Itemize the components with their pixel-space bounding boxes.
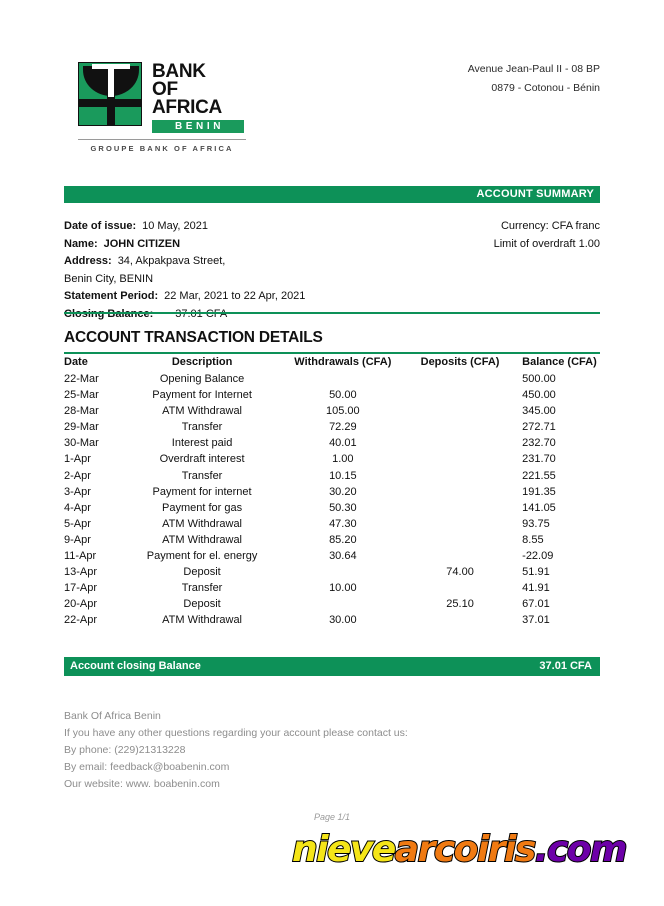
watermark: [292, 830, 626, 870]
summary-name-label: Name:: [64, 237, 98, 250]
cell-description: Payment for internet: [152, 485, 252, 498]
page-number: Page 1/1: [313, 812, 351, 822]
summary-statement-period: [64, 288, 404, 306]
page-header: [0, 0, 664, 170]
cell-date: 9-Apr: [64, 533, 91, 546]
cell-date: 20-Apr: [64, 598, 98, 611]
cell-balance: 232.70: [522, 437, 556, 450]
account-closing-balance-bar: [64, 657, 600, 676]
account-summary-bar: ACCOUNT SUMMARY: [64, 186, 600, 203]
cell-description: Overdraft interest: [159, 453, 245, 466]
transactions-table: [64, 355, 600, 629]
summary-statement-period-value: 22 Mar, 2021 to 22 Apr, 2021: [164, 290, 306, 302]
summary-left-column: [64, 218, 404, 323]
summary-address-label: Address:: [64, 255, 112, 267]
transactions-body: [64, 371, 600, 629]
table-row: [64, 419, 600, 435]
table-row: [64, 484, 600, 500]
cell-balance: 231.70: [522, 453, 556, 466]
watermark-part-1: nieve: [292, 829, 395, 870]
cell-date: 13-Apr: [64, 566, 98, 579]
cell-withdrawal: 50.30: [329, 501, 357, 514]
cell-date: 4-Apr: [64, 501, 91, 514]
cell-date: 28-Mar: [64, 405, 99, 418]
logo-t-top-shape: [92, 64, 130, 69]
cell-description: Payment for el. energy: [146, 550, 258, 563]
logo-stem-shape: [107, 93, 115, 126]
summary-date-of-issue: [64, 218, 404, 236]
cell-deposit: [406, 468, 514, 484]
cell-withdrawal: 10.00: [329, 582, 357, 595]
cell-description: Transfer: [181, 469, 223, 482]
summary-bottom-rule: [64, 312, 600, 314]
closing-balance-value: 37.01 CFA: [539, 660, 592, 672]
cell-date: 3-Apr: [64, 485, 91, 498]
cell-description: Deposit: [183, 598, 221, 611]
logo-t-stem-shape: [108, 67, 114, 97]
cell-withdrawal: 30.00: [329, 614, 357, 627]
column-header-balance: Balance (CFA): [522, 356, 597, 368]
cell-date: 5-Apr: [64, 517, 91, 530]
footer-contact-intro: If you have any other questions regarding your account please contact us:: [64, 727, 408, 739]
cell-date: 30-Mar: [64, 437, 99, 450]
cell-balance: 221.55: [522, 469, 556, 482]
table-row: [64, 387, 600, 403]
table-row: [64, 500, 600, 516]
cell-deposit: [406, 435, 514, 451]
summary-closing-balance: [64, 306, 404, 324]
cell-withdrawal: 85.20: [329, 533, 357, 546]
table-row: [64, 516, 600, 532]
cell-deposit: [406, 484, 514, 500]
cell-balance: -22.09: [522, 550, 554, 563]
cell-deposit: [406, 403, 514, 419]
logo-tagline: GROUPE BANK OF AFRICA: [90, 144, 234, 153]
cell-balance: 500.00: [522, 373, 556, 385]
table-row: [64, 548, 600, 564]
cell-date: 17-Apr: [64, 582, 98, 595]
logo-text-africa: AFRICA: [152, 97, 222, 118]
summary-address-value: 34, Akpakpava Street,: [117, 255, 226, 267]
transactions-section-title: ACCOUNT TRANSACTION DETAILS: [64, 329, 323, 346]
cell-deposit: [406, 580, 514, 596]
table-row: [64, 451, 600, 467]
logo-divider: [78, 139, 246, 140]
cell-balance: 41.91: [522, 582, 550, 595]
cell-balance: 141.05: [522, 501, 556, 514]
footer-phone: By phone: (229)21313228: [64, 744, 186, 756]
cell-description: Deposit: [183, 566, 221, 579]
cell-withdrawal: 1.00: [332, 453, 354, 466]
cell-description: ATM Withdrawal: [162, 614, 243, 627]
cell-balance: 272.71: [522, 421, 556, 434]
cell-withdrawal: 50.00: [329, 389, 357, 402]
cell-deposit: [406, 532, 514, 548]
cell-withdrawal: 10.15: [329, 469, 357, 482]
cell-balance: 67.01: [522, 598, 550, 611]
summary-right-column: [380, 218, 600, 253]
cell-description: Payment for gas: [162, 501, 243, 514]
cell-deposit: [406, 387, 514, 403]
summary-date-of-issue-value: 10 May, 2021: [142, 220, 208, 232]
cell-withdrawal: [280, 596, 406, 612]
cell-description: Opening Balance: [159, 373, 245, 385]
cell-description: ATM Withdrawal: [162, 517, 243, 530]
closing-balance-label: Account closing Balance: [70, 660, 201, 672]
bank-logo-wordmark: [152, 62, 244, 133]
cell-deposit: [406, 371, 514, 387]
cell-date: 29-Mar: [64, 421, 99, 434]
cell-withdrawal: [280, 371, 406, 387]
watermark-part-2: arcoiris: [394, 829, 535, 870]
cell-deposit: [406, 516, 514, 532]
table-header-row: [64, 355, 600, 371]
summary-overdraft-limit: Limit of overdraft 1.00: [493, 237, 600, 250]
cell-deposit: [406, 548, 514, 564]
cell-withdrawal: 40.01: [329, 437, 357, 450]
cell-description: ATM Withdrawal: [162, 405, 243, 418]
cell-date: 2-Apr: [64, 469, 91, 482]
logo-text-of: OF: [152, 79, 178, 100]
table-row: [64, 596, 600, 612]
cell-withdrawal: 72.29: [329, 421, 357, 434]
bank-address-line-1: Avenue Jean-Paul II - 08 BP: [467, 63, 600, 75]
cell-deposit: [406, 451, 514, 467]
footer-email: By email: feedback@boabenin.com: [64, 761, 230, 773]
cell-deposit: [406, 419, 514, 435]
cell-balance: 51.91: [522, 566, 550, 579]
summary-date-of-issue-label: Date of issue:: [64, 220, 137, 232]
summary-name-value: JOHN CITIZEN: [103, 237, 181, 250]
column-header-date: Date: [64, 356, 88, 368]
cell-date: 22-Mar: [64, 373, 99, 385]
cell-deposit: [406, 612, 514, 628]
cell-withdrawal: 30.20: [329, 485, 357, 498]
summary-address: [64, 253, 404, 271]
logo-badge-benin: BENIN: [152, 120, 244, 133]
table-row: [64, 371, 600, 387]
table-row: [64, 580, 600, 596]
table-row: [64, 403, 600, 419]
cell-balance: 8.55: [522, 533, 544, 546]
table-row: [64, 468, 600, 484]
cell-withdrawal: 105.00: [326, 405, 360, 418]
cell-description: Payment for Internet: [152, 389, 252, 402]
cell-date: 25-Mar: [64, 389, 99, 402]
cell-description: ATM Withdrawal: [162, 533, 243, 546]
bank-logo: [78, 62, 246, 153]
cell-date: 22-Apr: [64, 614, 98, 627]
cell-withdrawal: 30.64: [329, 550, 357, 563]
summary-currency: Currency: CFA franc: [500, 220, 600, 232]
cell-description: Interest paid: [171, 437, 233, 450]
table-row: [64, 532, 600, 548]
cell-balance: 450.00: [522, 389, 556, 402]
cell-description: Transfer: [181, 582, 223, 595]
table-row: [64, 564, 600, 580]
footer-bank-name: Bank Of Africa Benin: [64, 710, 161, 722]
cell-balance: 345.00: [522, 405, 556, 418]
table-row: [64, 612, 600, 628]
bank-address: [468, 60, 600, 98]
summary-statement-period-label: Statement Period:: [64, 290, 159, 302]
cell-balance: 191.35: [522, 485, 556, 498]
cell-description: Transfer: [181, 421, 223, 434]
cell-date: 1-Apr: [64, 453, 91, 466]
summary-address-line-2: Benin City, BENIN: [64, 272, 154, 285]
cell-deposit: 74.00: [446, 566, 474, 579]
page-footer: [64, 708, 534, 793]
column-header-withdrawals: Withdrawals (CFA): [294, 356, 392, 368]
column-header-description: Description: [171, 356, 233, 368]
cell-date: 11-Apr: [64, 550, 97, 563]
cell-withdrawal: [280, 564, 406, 580]
transactions-top-rule: [64, 352, 600, 354]
table-row: [64, 435, 600, 451]
bank-address-line-2: 0879 - Cotonou - Bénin: [491, 82, 600, 94]
column-header-deposits: Deposits (CFA): [420, 356, 500, 368]
logo-text-bank: BANK: [152, 61, 206, 82]
cell-balance: 37.01: [522, 614, 550, 627]
cell-balance: 93.75: [522, 517, 550, 530]
bank-logo-mark-icon: [78, 62, 142, 126]
cell-deposit: 25.10: [446, 598, 474, 611]
watermark-part-3: .com: [534, 829, 627, 870]
summary-name: [64, 236, 404, 254]
cell-withdrawal: 47.30: [329, 517, 357, 530]
cell-deposit: [406, 500, 514, 516]
footer-website: Our website: www. boabenin.com: [64, 778, 220, 790]
